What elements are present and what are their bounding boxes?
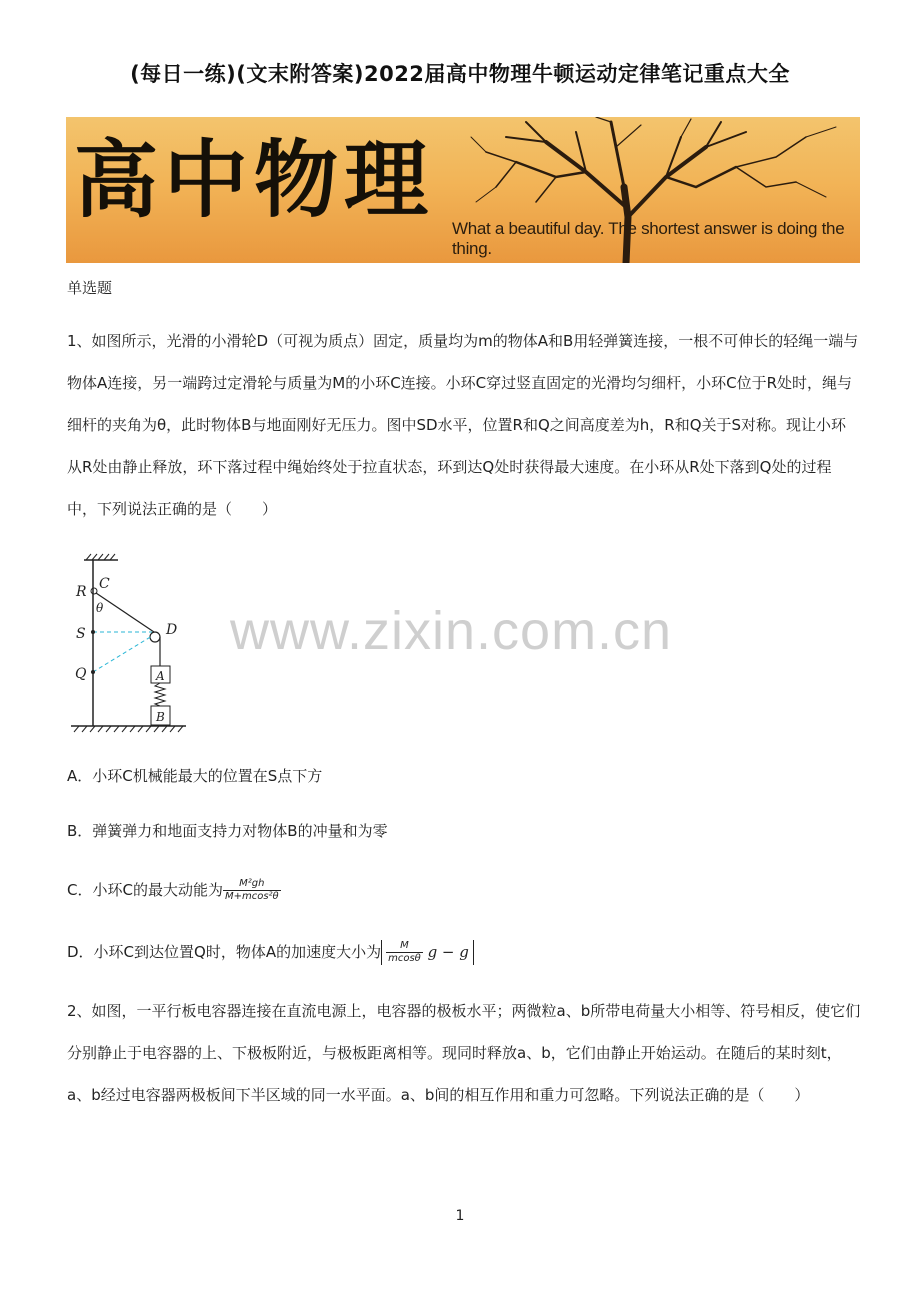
option-b: B．弹簧弹力和地面支持力对物体B的冲量和为零 (67, 822, 388, 840)
label-theta: θ (96, 601, 104, 615)
option-d-text: D．小环C到达位置Q时，物体A的加速度大小为 (67, 943, 382, 961)
header-banner (66, 117, 860, 263)
option-d (67, 940, 474, 965)
label-C: C (99, 576, 110, 592)
option-c (67, 878, 281, 903)
question-2-text: 2、如图，一平行板电容器连接在直流电源上，电容器的极板水平；两微粒a、b所带电荷量大小相等、符号相反，使它们分别静止于电容器的上、下极板附近，与极板距离相等。现同时释放a、b，它们由静止开始运动。在随后的某时刻t，a、b经过电容器两极板间下半区域的同一水平面。a、b间的相互作用和重力可忽略。下列说法正确的是（ ） (67, 1002, 861, 1104)
label-Q: Q (75, 666, 87, 682)
page-number: 1 (455, 1208, 465, 1224)
option-a: A．小环C机械能最大的位置在S点下方 (67, 767, 323, 785)
label-D: D (166, 622, 178, 638)
option-c-fraction: $\frac{\text{M²gh}}{\text{M+mcos²θ}}$ (224, 878, 279, 902)
label-A: A (156, 669, 165, 683)
label-R: R (76, 584, 87, 600)
section-label: 单选题 (67, 279, 113, 297)
banner-slogan: What a beautiful day. The shortest answer is doing the thing. (452, 219, 845, 258)
label-S: S (76, 626, 86, 642)
document-title: (每日一练)(文末附答案)2022届高中物理牛顿运动定律笔记重点大全 (130, 62, 790, 86)
question-1-figure (66, 550, 206, 735)
option-c-text: C．小环C的最大动能为 (67, 881, 223, 899)
banner-title: 高中物理 (74, 130, 435, 229)
option-d-abs: $\frac{M}{mcos\theta}$ g − g (381, 940, 474, 965)
label-B: B (156, 710, 165, 724)
question-1-text: 1、如图所示，光滑的小滑轮D（可视为质点）固定，质量均为m的物体A和B用轻弹簧连接，一根不可伸长的轻绳一端与物体A连接，另一端跨过定滑轮与质量为M的小环C连接。小环C穿过竖直固定的光滑均匀细杆，小环C位于R处时，绳与细杆的夹角为θ，此时物体B与地面刚好无压力。图中SD水平，位置R和Q之间高度差为h，R和Q关于S对称。现让小环从R处由静止释放，环下落过程中绳始终处于拉直状态，环到达Q处时获得最大速度。在小环从R处下落到Q处的过程中，下列说法正确的是（ ） (67, 332, 859, 518)
watermark: www.zixin.com.cn (230, 601, 673, 661)
